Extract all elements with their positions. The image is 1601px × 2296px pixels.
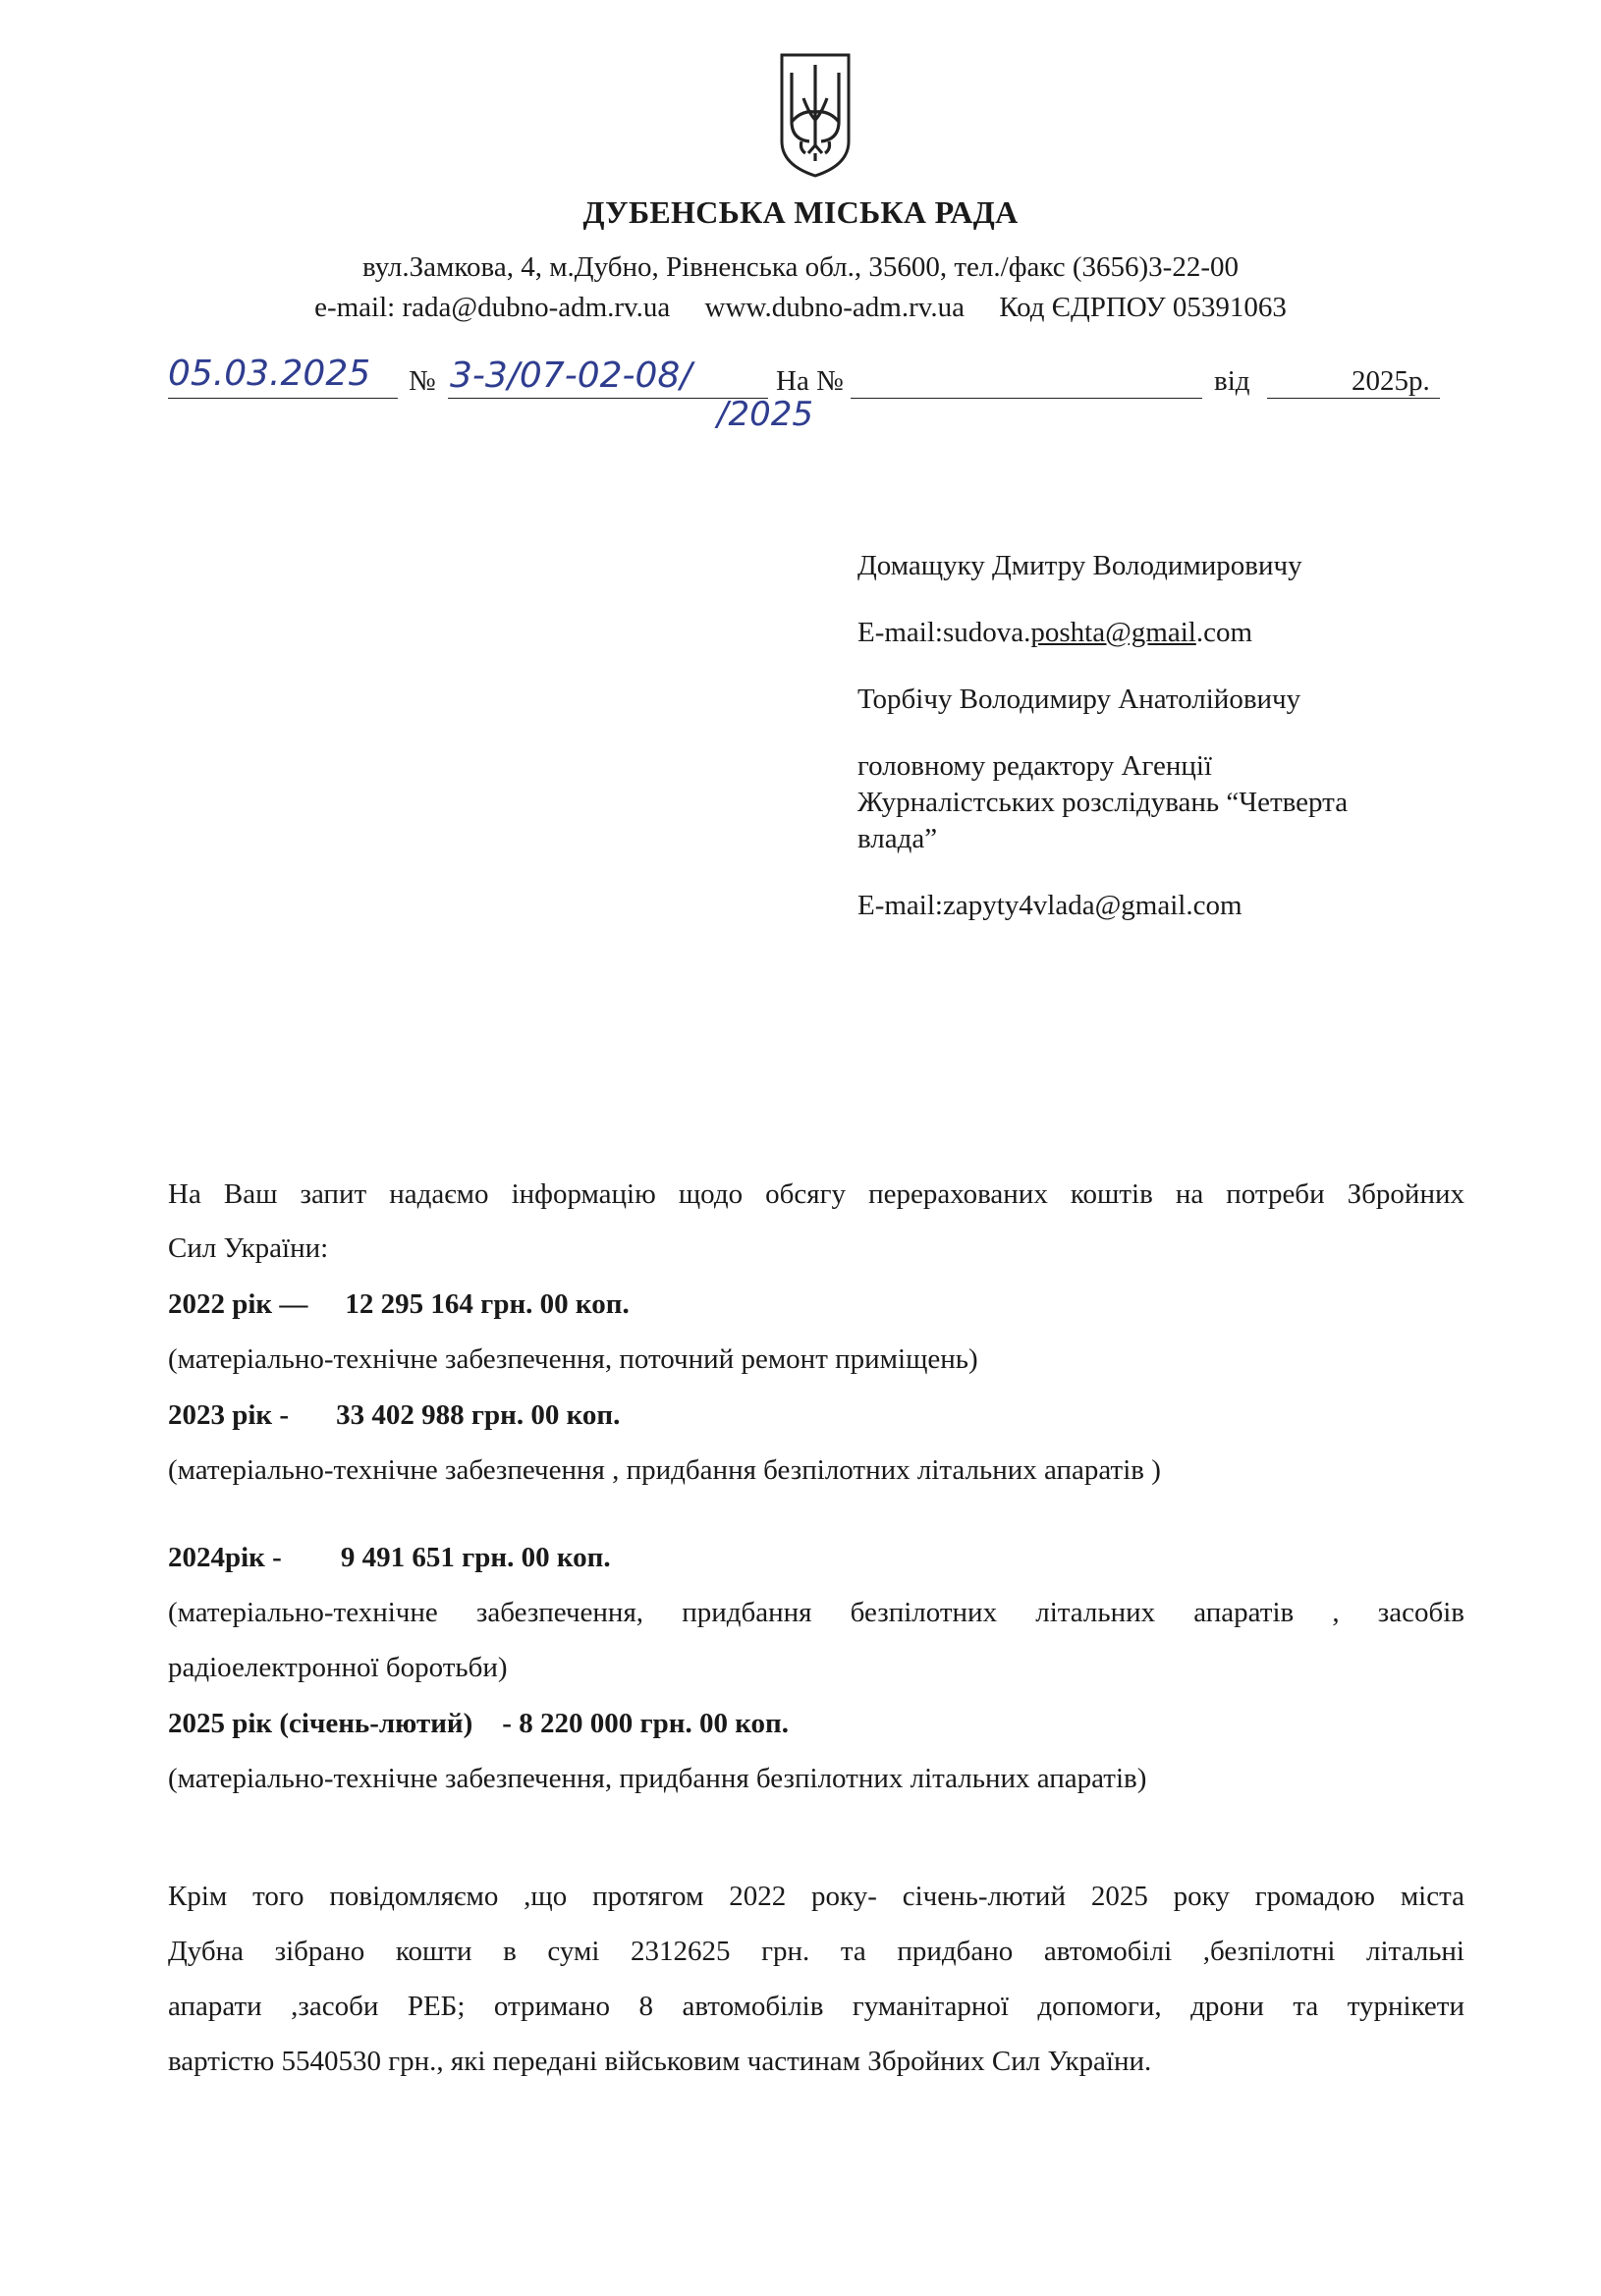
recipients-block — [857, 548, 1486, 955]
address-line: вул.Замкова, 4, м.Дубно, Рівненська обл., 35600, тел./факс (3656)3-22-00 — [362, 251, 1239, 283]
reply-label: На № — [776, 365, 844, 397]
year-2023-row: 2023 рік - 33 402 988 грн. 00 коп. — [168, 1399, 621, 1431]
year-2023-note: (матеріально-технічне забезпечення , придбання безпілотних літальних апаратів ) — [168, 1454, 1161, 1486]
year-2024-row: 2024рік - 9 491 651 грн. 00 коп. — [168, 1542, 611, 1573]
intro-line-1: На Ваш запит надаємо інформацію щодо обсягу перерахованих коштів на потреби Збройних — [168, 1178, 1464, 1210]
website-text: www.dubno-adm.rv.ua — [704, 292, 965, 323]
registration-number: 3-3/07-02-08/ — [450, 355, 692, 396]
recipient-1-name: Домащуку Дмитру Володимировичу — [857, 550, 1302, 581]
recipient-2-email: E-mail:zapyty4vlada@gmail.com — [857, 890, 1242, 921]
from-year: 2025р. — [1352, 365, 1430, 397]
year-2022-row: 2022 рік — 12 295 164 грн. 00 коп. — [168, 1288, 630, 1320]
recipient-2-title: головному редактору Агенції Журналістських розслідувань “Четверта влада” — [857, 750, 1349, 854]
year-2025-note: (матеріально-технічне забезпечення, придбання безпілотних літальних апаратів) — [168, 1763, 1147, 1794]
email-text: e-mail: rada@dubno-adm.rv.ua — [314, 292, 671, 323]
edrpou-code: Код ЄДРПОУ 05391063 — [999, 292, 1287, 323]
from-label: від — [1214, 365, 1250, 397]
closing-line-3: апарати ,засоби РЕБ; отримано 8 автомобілів гуманітарної допомоги, дрони та турнікети — [168, 1991, 1464, 2022]
year-2025-row: 2025 рік (січень-лютий) - 8 220 000 грн. 00 коп. — [168, 1708, 789, 1739]
closing-line-4: вартістю 5540530 грн., які передані військовим частинам Збройних Сил України. — [168, 2046, 1152, 2077]
closing-line-1: Крім того повідомляємо ,що протягом 2022 року- січень-лютий 2025 року громадою міста — [168, 1881, 1464, 1912]
organization-name: ДУБЕНСЬКА МІСЬКА РАДА — [582, 194, 1019, 230]
year-2024-note-line-2: радіоелектронної боротьби) — [168, 1652, 508, 1683]
number-label: № — [409, 365, 436, 397]
contacts-line — [0, 292, 1601, 324]
year-2022-note: (матеріально-технічне забезпечення, поточний ремонт приміщень) — [168, 1343, 978, 1375]
recipient-1-email: E-mail:sudova.poshta@gmail.com — [857, 617, 1253, 648]
trident-emblem-icon — [776, 51, 855, 179]
intro-line-2: Сил України: — [168, 1232, 329, 1264]
registration-date: 05.03.2025 — [168, 354, 371, 394]
year-2024-note-line-1: (матеріально-технічне забезпечення, придбання безпілотних літальних апаратів , засобів — [168, 1597, 1464, 1628]
closing-line-2: Дубна зібрано кошти в сумі 2312625 грн. та придбано автомобілі ,безпілотні літальні — [168, 1936, 1464, 1967]
registration-year: /2025 — [717, 395, 813, 434]
recipient-2-name: Торбічу Володимиру Анатолійовичу — [857, 683, 1301, 715]
